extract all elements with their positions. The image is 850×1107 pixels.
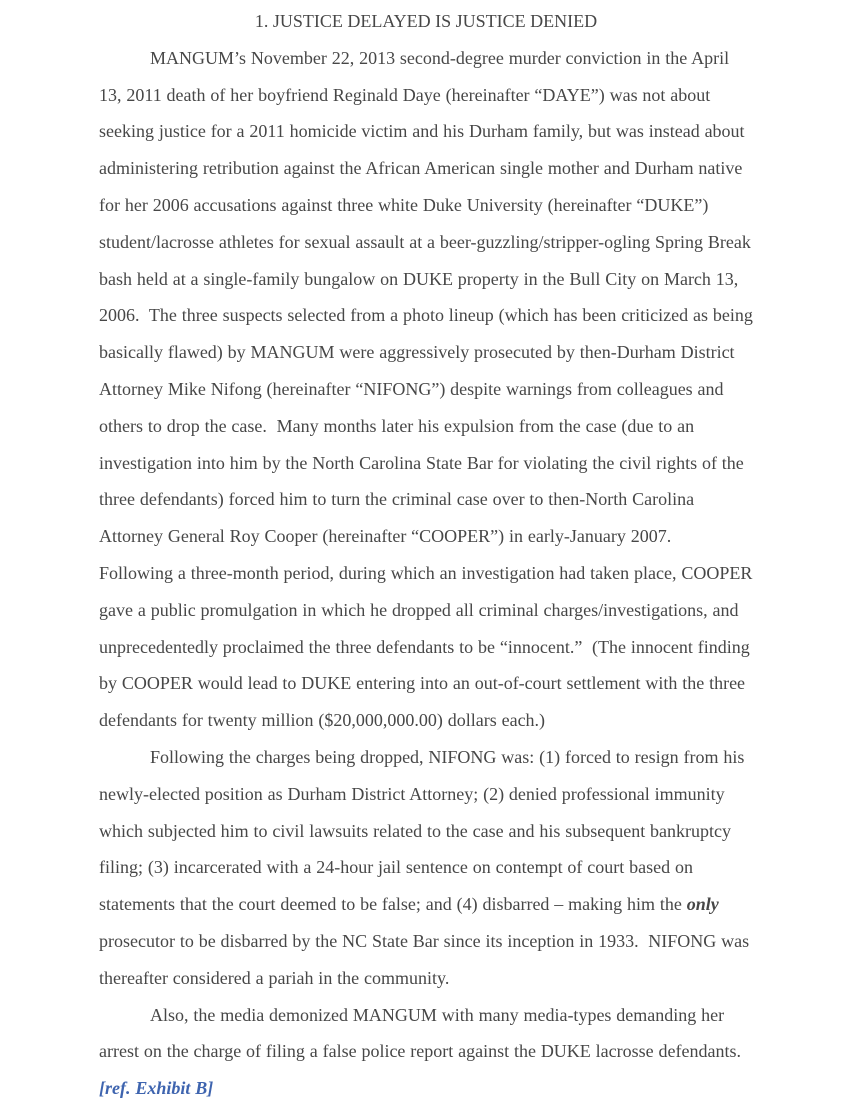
section-heading: 1. JUSTICE DELAYED IS JUSTICE DENIED bbox=[254, 11, 598, 31]
body-text: Also, the media demonized MANGUM with many media-types demanding her arrest on the charge of filing a false police report against the DUKE lacrosse defendants. bbox=[99, 1004, 751, 1062]
paragraph bbox=[99, 40, 758, 739]
body-text: MANGUM’s November 22, 2013 second-degree murder conviction in the April 13, 2011 death of her boyfriend Reginald Daye (hereinafter “DAYE”) was not about seeking justice for a 2011 homicide victim and his Durham family, but was instead about administering retribution against the African American single mother and Durham native for her 2006 accusations against three white Duke University (hereinafter “DUKE”) student/lacrosse athletes for sexual assault at a beer-guzzling/stripper-ogling Spring Break bash held at a single-family bungalow on DUKE property in the Bull City on March 13, 2006. The three suspects selected from a photo lineup (which has been criticized as being basically flawed) by MANGUM were aggressively prosecuted by then-Durham District Attorney Mike Nifong (hereinafter “NIFONG”) despite warnings from colleagues and others to drop the case. Many months later his expulsion from the case (due to an investigation into him by the North Carolina State Bar for violating the civil rights of the three defendants) forced him to turn the criminal case over to then-North Carolina Attorney General Roy Cooper (hereinafter “COOPER”) in early-January 2007. Following a three-month period, during which an investigation had taken place, COOPER gave a public promulgation in which he dropped all criminal charges/investigations, and unprecedentedly proclaimed the three defendants to be “innocent.” (The innocent finding by COOPER would lead to DUKE entering into an out-of-court settlement with the three defendants for twenty million ($20,000,000.00) dollars each.) bbox=[99, 47, 758, 731]
document-body bbox=[99, 40, 758, 1107]
body-text: prosecutor to be disbarred by the NC State Bar since its inception in 1933. NIFONG was thereafter considered a pariah in the community. bbox=[99, 894, 755, 988]
body-text: Following the charges being dropped, NIFONG was: (1) forced to resign from his newly-elected position as Durham District Attorney; (2) denied professional immunity which subjected him to civil lawsuits related to the case and his subsequent bankruptcy filing; (3) incarcerated with a 24-hour jail sentence on contempt of court based on statements that the court deemed to be false; and (4) disbarred – making him the bbox=[99, 746, 750, 915]
paragraph bbox=[99, 739, 753, 997]
emphasis-text: only bbox=[686, 894, 719, 915]
exhibit-ref-link[interactable]: [ref. Exhibit B] bbox=[99, 1078, 214, 1099]
paragraph bbox=[99, 997, 753, 1107]
